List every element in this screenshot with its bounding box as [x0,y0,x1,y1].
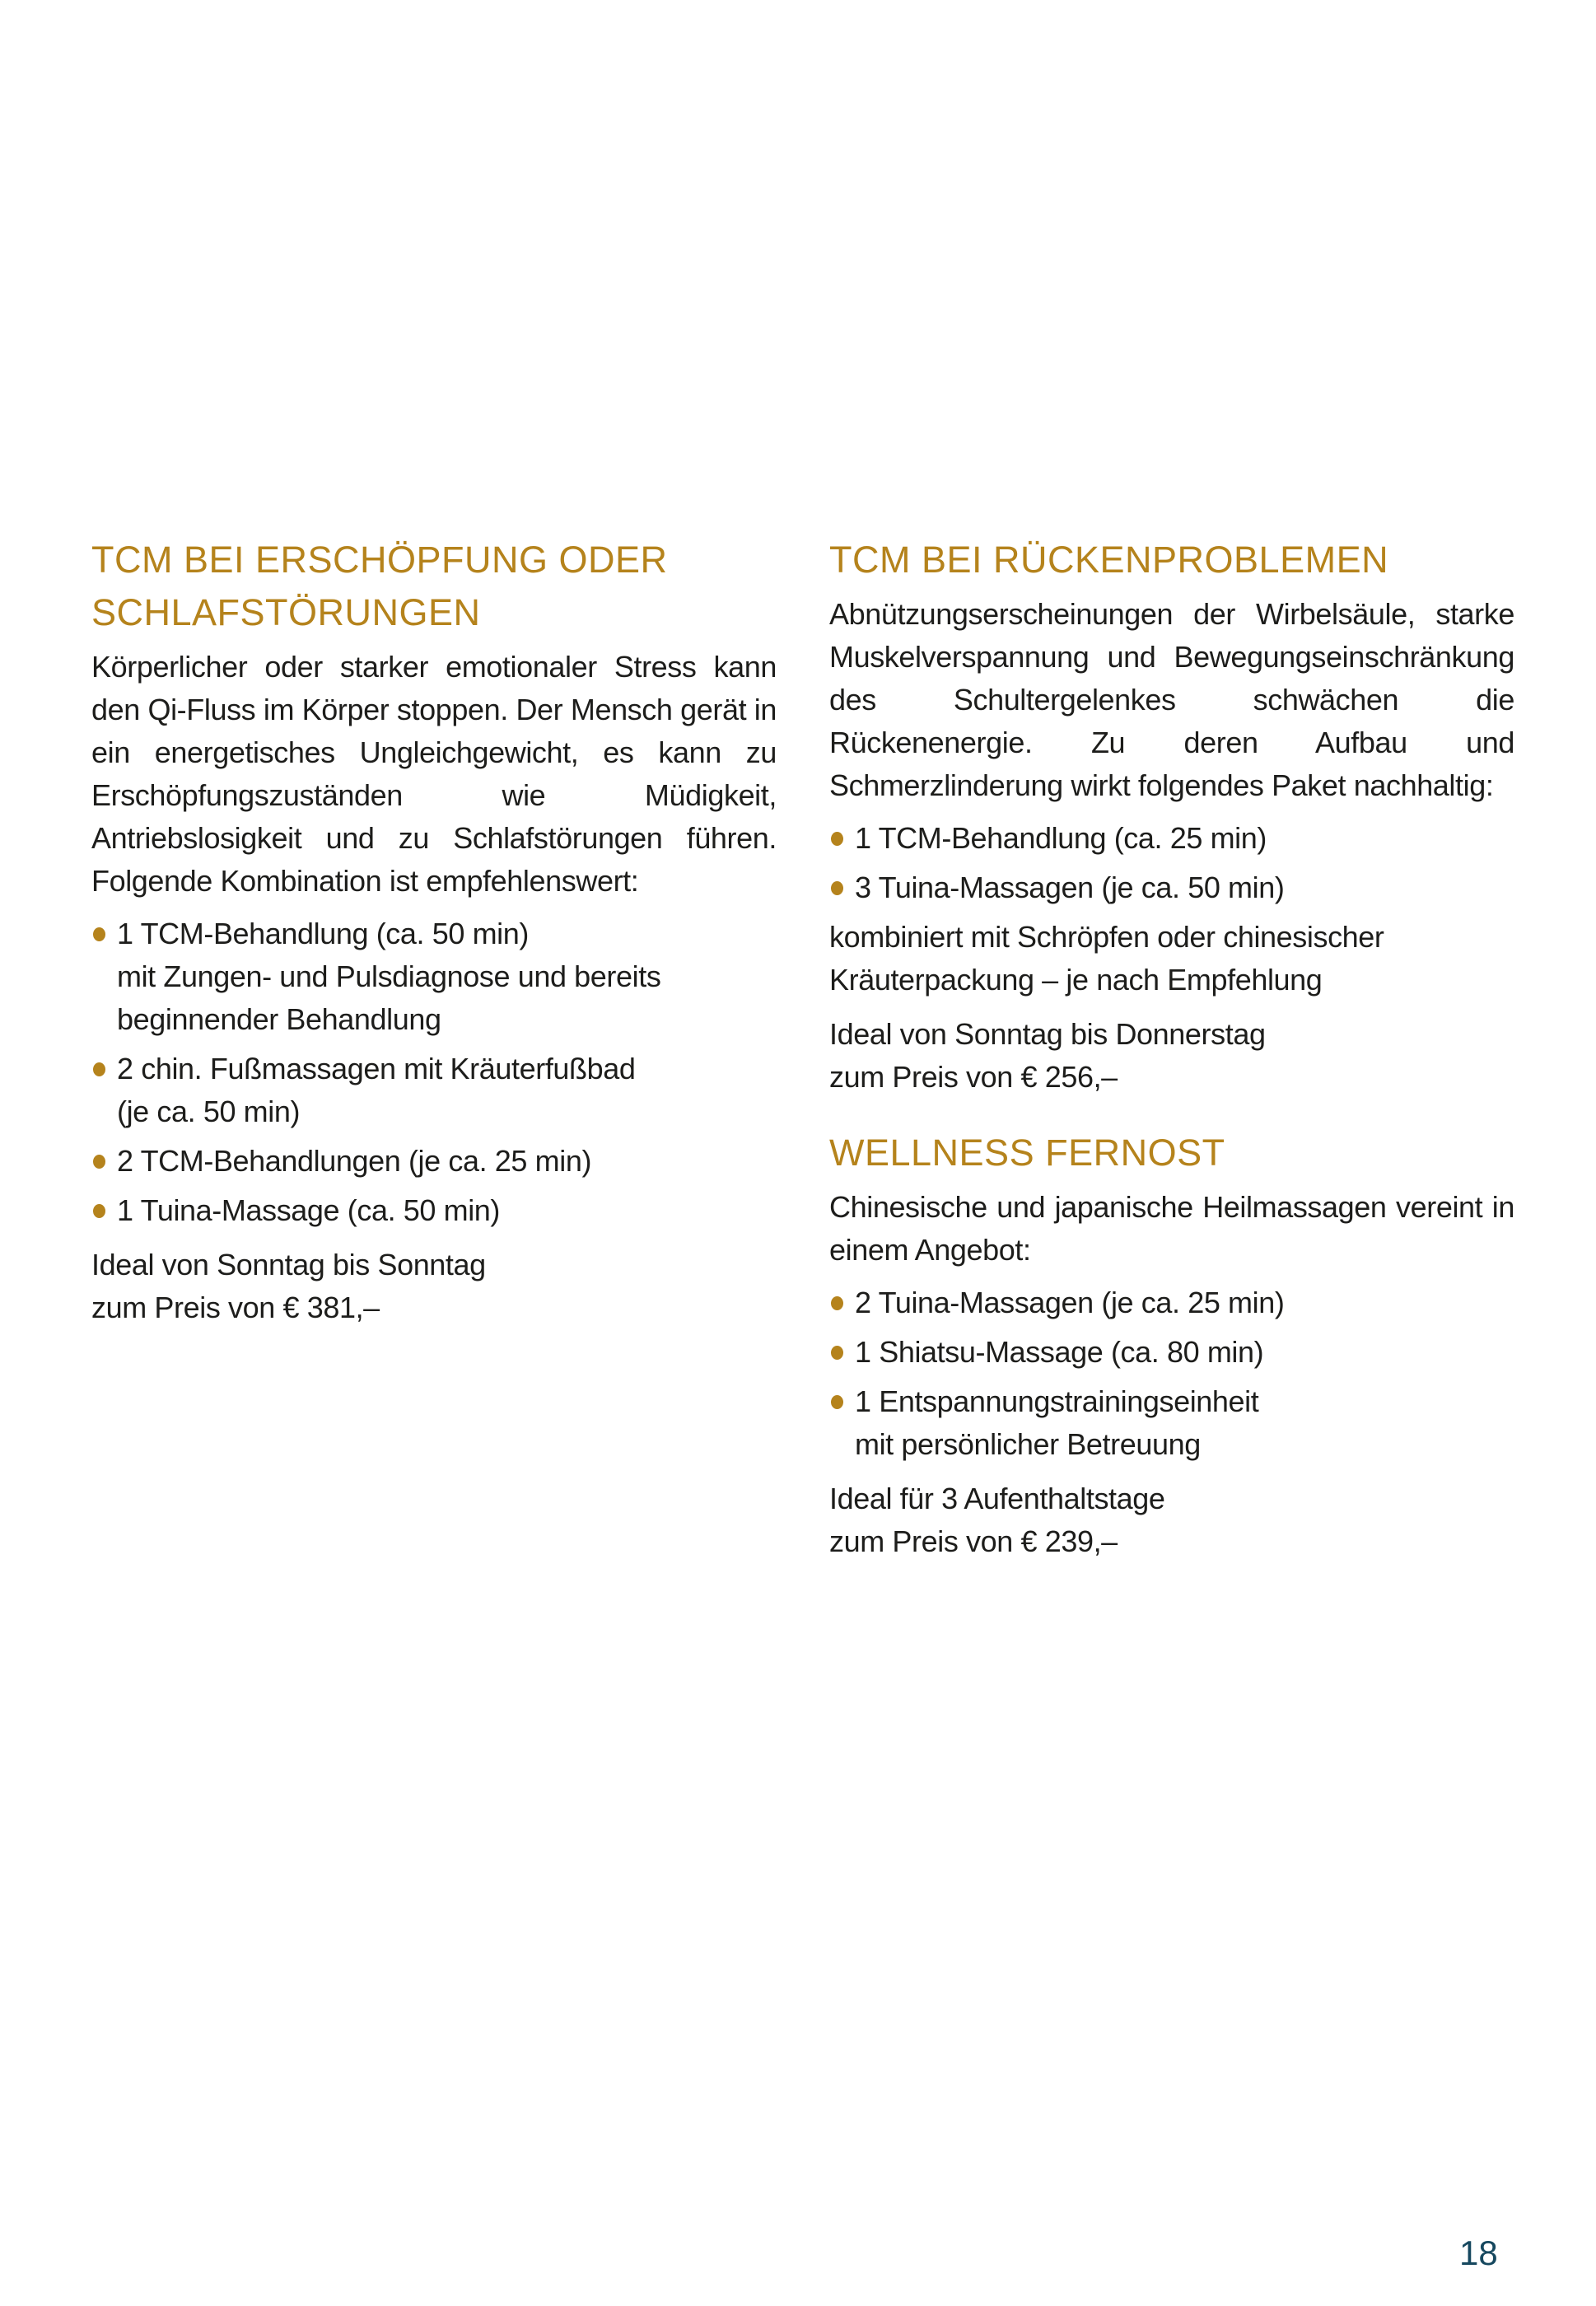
left-column [91,534,777,1329]
treatment-list [91,913,777,1232]
package-meta [91,1244,777,1329]
list-item-text [117,1140,591,1183]
bullet-icon [831,832,843,846]
bullet-icon [93,1062,105,1076]
bullet-icon [831,1346,843,1360]
list-item-text [117,1048,636,1133]
section-heading-wellness-fernost: WELLNESS FERNOST [829,1132,1225,1174]
list-item [91,1189,777,1232]
price-text: zum Preis von € 381,– [91,1291,380,1324]
list-item-text [855,817,1267,860]
list-item-text [117,913,777,1041]
list-item-line: 2 chin. Fußmassagen mit Kräuterfußbad [117,1052,636,1085]
list-item-line: 3 Tuina-Massagen (je ca. 50 min) [855,871,1285,904]
package-meta [829,1477,1514,1563]
list-item-text [855,1380,1258,1466]
bullet-icon [831,1395,843,1409]
list-item-line: (je ca. 50 min) [117,1095,301,1128]
package-meta [829,1013,1514,1099]
list-item [829,1380,1514,1466]
list-item-text [855,1331,1263,1374]
list-item [91,1048,777,1133]
list-item [829,1331,1514,1374]
combination-note: kombiniert mit Schröpfen oder chinesischer Kräuterpackung – je nach Empfehlung [829,920,1384,997]
ideal-duration-text: Ideal für 3 Aufenthaltstage [829,1482,1165,1515]
bullet-icon [831,1296,843,1310]
section-intro: Körperlicher oder starker emotionaler Stress kann den Qi-Fluss im Körper stoppen. Der Mensch gerät in ein energetisches Ungleichgewicht, es kann zu Erschöpfungszuständen wie Müdigkeit, Antriebslosigkeit und zu Schlafstörungen führen. Folgende Kombination ist empfehlenswert: [91,650,777,898]
price-text: zum Preis von € 239,– [829,1524,1118,1558]
list-item-line: 1 Entspannungstrainingseinheit [855,1384,1259,1418]
ideal-duration-text: Ideal von Sonntag bis Sonntag [91,1248,486,1281]
bullet-icon [93,1204,105,1218]
treatment-list [829,1281,1514,1466]
list-item-text [855,866,1284,909]
right-column [829,534,1514,1563]
list-item-text [855,1281,1284,1324]
list-item-line: mit persönlicher Betreuung [855,1427,1201,1461]
section-intro: Chinesische und japanische Heilmassagen vereint in einem Angebot: [829,1190,1514,1267]
list-item-line: 1 Shiatsu-Massage (ca. 80 min) [855,1335,1264,1369]
list-item-text [117,1189,500,1232]
price-text: zum Preis von € 256,– [829,1060,1118,1094]
list-item-line: 1 TCM-Behandlung (ca. 50 min) [117,917,529,950]
section-heading-rueckenprobleme: TCM BEI RÜCKENPROBLEMEN [829,539,1389,581]
bullet-icon [831,881,843,895]
list-item-line: 2 TCM-Behandlungen (je ca. 25 min) [117,1144,592,1178]
list-item [829,1281,1514,1324]
list-item [829,866,1514,909]
treatment-list [829,817,1514,909]
list-item [91,1140,777,1183]
ideal-duration-text: Ideal von Sonntag bis Donnerstag [829,1017,1266,1051]
bullet-icon [93,927,105,941]
section-heading-erschoepfung: TCM BEI ERSCHÖPFUNG ODER SCHLAFSTÖRUNGEN [91,539,668,633]
list-item-line: 1 TCM-Behandlung (ca. 25 min) [855,821,1267,855]
list-item [91,913,777,1041]
list-item-line: 1 Tuina-Massage (ca. 50 min) [117,1193,501,1227]
section-intro: Abnützungserscheinungen der Wirbelsäule, starke Muskelverspannung und Bewegungseinschränkung des Schultergelenkes schwächen die Rückenenergie. Zu deren Aufbau und Schmerzlinderung wirkt folgendes Paket nachhaltig: [829,597,1514,802]
bullet-icon [93,1155,105,1169]
page-number: 18 [1459,2234,1498,2272]
list-item-line: 2 Tuina-Massagen (je ca. 25 min) [855,1286,1285,1319]
list-item-line: mit Zungen- und Pulsdiagnose und bereits beginnender Behandlung [117,959,661,1036]
list-item [829,817,1514,860]
